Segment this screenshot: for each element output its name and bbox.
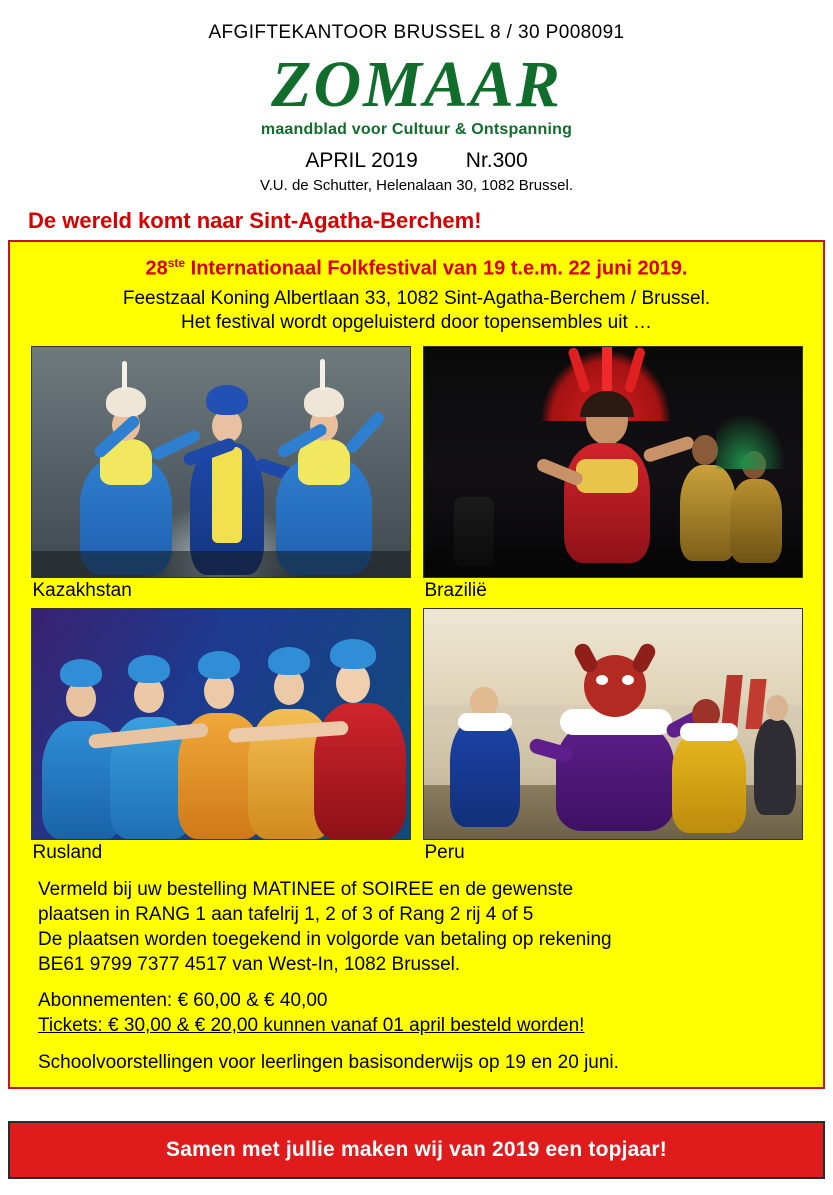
costume-trim xyxy=(576,459,638,493)
issue-number: Nr.300 xyxy=(465,149,528,173)
photo-cell xyxy=(31,346,411,606)
photo-caption: Rusland xyxy=(32,842,103,864)
body-line-2: plaatsen in RANG 1 aan tafelrij 1, 2 of 3 of Rang 2 rij 4 of 5 xyxy=(38,904,534,926)
dancer-headdress xyxy=(198,651,240,679)
dancer-headdress xyxy=(128,655,170,683)
dancer-hat xyxy=(206,385,248,415)
page-headline: De wereld komt naar Sint-Agatha-Berchem! xyxy=(28,208,482,234)
festival-note: Het festival wordt opgeluisterd door topensembles uit … xyxy=(180,311,653,333)
stage-shadow xyxy=(454,497,494,567)
festival-title-prefix: 28 xyxy=(145,257,168,280)
footer-text: Samen met jullie maken wij van 2019 een topjaar! xyxy=(166,1138,667,1161)
background-dancer-head xyxy=(692,435,718,465)
dancer-collar xyxy=(680,723,738,741)
dancer-hat xyxy=(106,387,146,417)
festival-title-ordinal: ste xyxy=(167,256,186,271)
feather xyxy=(602,346,612,393)
publication-tagline: maandblad voor Cultuur & Ontspanning xyxy=(260,121,573,139)
green-feathers xyxy=(716,413,786,469)
dancer-head-lead xyxy=(336,663,370,703)
issue-date: APRIL 2019 xyxy=(305,149,418,173)
photo-caption: Kazakhstan xyxy=(32,580,132,602)
photo-peru xyxy=(423,608,803,840)
responsible-publisher: V.U. de Schutter, Helenalaan 30, 1082 Brussel. xyxy=(260,177,573,195)
body-line-3: De plaatsen worden toegekend in volgorde van betaling op rekening xyxy=(38,928,612,950)
musician-head xyxy=(766,695,788,721)
body-line-4: BE61 9799 7377 4517 van West-In, 1082 Brussel. xyxy=(38,953,461,975)
festival-venue: Feestzaal Koning Albertlaan 33, 1082 Sint-Agatha-Berchem / Brussel. xyxy=(122,287,711,309)
dancer-costume xyxy=(672,729,746,833)
subscriptions-line: Abonnementen: € 60,00 & € 40,00 xyxy=(38,990,328,1012)
dancer-headdress xyxy=(60,659,102,687)
dancer-collar xyxy=(458,713,512,731)
musician xyxy=(754,719,796,815)
hat-plume xyxy=(122,361,127,391)
festival-title xyxy=(10,256,823,281)
dancer-robe-front xyxy=(212,447,242,543)
background-dancer-body xyxy=(730,479,782,563)
photo-grid xyxy=(10,346,823,868)
photo-cell xyxy=(423,346,803,606)
body-line-1: Vermeld bij uw bestelling MATINEE of SOIREE en de gewenste xyxy=(38,879,574,901)
photo-kazakhstan xyxy=(31,346,411,578)
footer-banner xyxy=(8,1121,825,1179)
devil-costume xyxy=(556,719,674,831)
dancer-headdress xyxy=(268,647,310,675)
festival-title-rest: Internationaal Folkfestival van 19 t.e.m. 22 juni 2019. xyxy=(185,257,688,280)
publication-title: ZOMAAR xyxy=(271,48,562,121)
hat-plume xyxy=(320,359,325,391)
photo-caption: Peru xyxy=(424,842,465,864)
festival-body xyxy=(38,878,795,1075)
photo-cell xyxy=(31,608,411,868)
dancer-hat xyxy=(304,387,344,417)
dancer-costume xyxy=(450,717,520,827)
masthead xyxy=(0,0,833,194)
dancer-arm xyxy=(344,410,386,455)
photo-cell xyxy=(423,608,803,868)
photo-caption: Brazilië xyxy=(424,580,487,602)
dancer-headdress xyxy=(330,639,376,669)
dancer-bodice xyxy=(298,439,350,485)
festival-panel xyxy=(8,240,825,1089)
post-office-line: AFGIFTEKANTOOR BRUSSEL 8 / 30 P008091 xyxy=(208,22,625,43)
photo-russia xyxy=(31,608,411,840)
dancer-arm xyxy=(642,435,695,463)
issue-line xyxy=(0,149,833,173)
tickets-line: Tickets: € 30,00 & € 20,00 kunnen vanaf 01 april besteld worden! xyxy=(38,1014,585,1036)
stage-floor xyxy=(32,551,410,577)
school-performances-line: Schoolvoorstellingen voor leerlingen basisonderwijs op 19 en 20 juni. xyxy=(38,1051,619,1073)
photo-brazil xyxy=(423,346,803,578)
background-dancer-body xyxy=(680,465,736,561)
